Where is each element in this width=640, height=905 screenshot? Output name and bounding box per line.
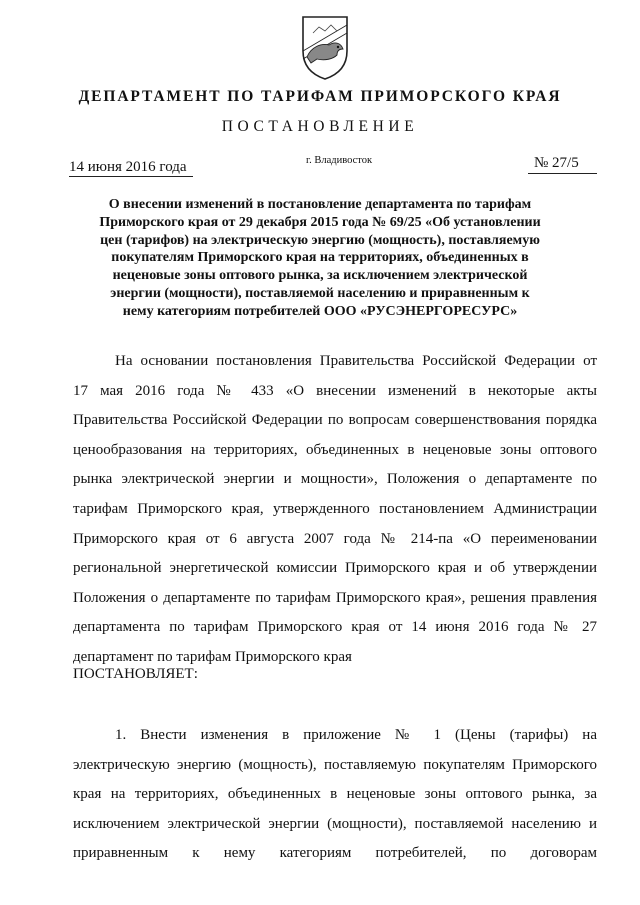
text-line: исключением электрической энергии (мощности), поставляемой населению и	[73, 815, 597, 832]
title-line: неценовые зоны оптового рынка, за исключением электрической	[112, 268, 528, 284]
text-line: департамента по тарифам Приморского края от 14 июня 2016 года № 27	[73, 619, 597, 636]
document-type: ПОСТАНОВЛЕНИЕ	[221, 118, 419, 135]
text-line: 1. Внести изменения в приложение № 1 (Цены (тарифы) на	[115, 727, 597, 743]
date-underline	[69, 176, 193, 177]
title-line: нему категориям потребителей ООО «РУСЭНЕРГОРЕСУРС»	[122, 303, 518, 319]
document-date: 14 июня 2016 года	[69, 159, 187, 175]
document-number: № 27/5	[534, 155, 579, 171]
text-line: Правительства Российской Федерации по вопросам совершенствования порядка	[73, 412, 597, 429]
coat-of-arms-emblem	[299, 13, 351, 81]
preamble-paragraph	[73, 347, 597, 673]
department-name: ДЕПАРТАМЕНТ ПО ТАРИФАМ ПРИМОРСКОГО КРАЯ	[78, 88, 562, 105]
text-line: департамент по тарифам Приморского края	[73, 648, 352, 665]
text-line: ценообразования на территориях, объединенных в неценовые зоны оптового	[73, 441, 597, 458]
text-line: тарифам Приморского края, утвержденного постановлением Администрации	[73, 500, 597, 517]
number-underline	[528, 173, 597, 174]
title-line: покупателям Приморского края на территориях, объединенных в	[111, 250, 529, 266]
title-line: цен (тарифов) на электрическую энергию (мощность), поставляемую	[100, 232, 540, 248]
text-line: Положения о департаменте по тарифам Приморского края», решения правления	[73, 589, 597, 606]
text-line: 17 мая 2016 года № 433 «О внесении изменений в некоторые акты	[73, 382, 597, 399]
document-title	[70, 196, 570, 321]
title-line: Приморского края от 29 декабря 2015 года № 69/25 «Об установлении	[99, 214, 541, 230]
text-line: края на территориях, объединенных в неценовые зоны оптового рынка, за	[73, 786, 597, 803]
text-line: рынка электрической энергии и мощности», Положения о департаменте по	[73, 471, 597, 488]
item-1-paragraph	[73, 721, 597, 869]
text-line: региональной энергетической комиссии Приморского края и об утверждении	[73, 560, 597, 577]
text-line: На основании постановления Правительства Российской Федерации от	[115, 353, 597, 369]
text-line: Приморского края от 6 августа 2007 года № 214-па «О переименовании	[73, 530, 597, 547]
text-line: приравненным к нему категориям потребителей, по договорам	[73, 845, 597, 862]
title-line: энергии (мощности), поставляемой населению и приравненным к	[110, 285, 530, 301]
ruling-heading: ПОСТАНОВЛЯЕТ:	[73, 666, 198, 682]
title-line: О внесении изменений в постановление департамента по тарифам	[108, 197, 532, 212]
document-city: г. Владивосток	[306, 155, 373, 166]
text-line: электрическую энергию (мощность), поставляемую покупателям Приморского	[73, 756, 597, 773]
